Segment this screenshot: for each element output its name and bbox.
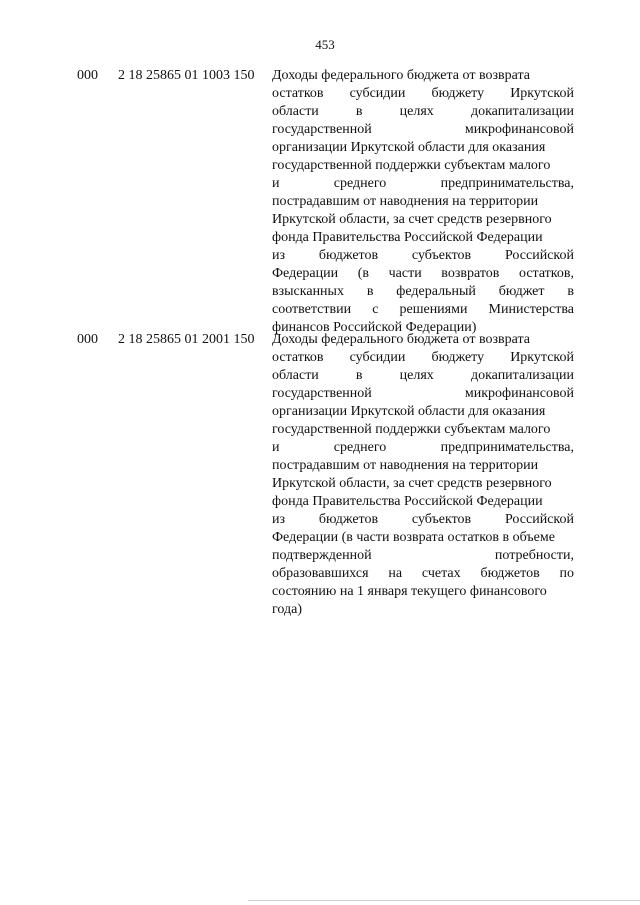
description-line: Иркутской области, за счет средств резервного bbox=[272, 476, 552, 491]
description-line: из бюджетов субъектов Российской bbox=[272, 512, 574, 527]
description-line: пострадавшим от наводнения на территории bbox=[272, 194, 539, 209]
description-line: и среднего предпринимательства, bbox=[272, 176, 574, 191]
page-edge-divider bbox=[248, 900, 640, 901]
description-line: состоянию на 1 января текущего финансового bbox=[272, 584, 547, 599]
admin-code: 000 bbox=[77, 68, 98, 83]
description-line: пострадавшим от наводнения на территории bbox=[272, 458, 539, 473]
description-line: государственной микрофинансовой bbox=[272, 122, 574, 137]
description-line: государственной микрофинансовой bbox=[272, 386, 574, 401]
description-line: из бюджетов субъектов Российской bbox=[272, 248, 574, 263]
admin-code: 000 bbox=[77, 332, 98, 347]
description-line: Иркутской области, за счет средств резервного bbox=[272, 212, 552, 227]
description-line: организации Иркутской области для оказания bbox=[272, 404, 546, 419]
description-line: взысканных в федеральный бюджет в bbox=[272, 284, 574, 299]
description-line: государственной поддержки субъектам малого bbox=[272, 422, 551, 437]
description-line: остатков субсидии бюджету Иркутской bbox=[272, 86, 574, 101]
income-description bbox=[272, 67, 574, 337]
description-line: соответствии с решениями Министерства bbox=[272, 302, 574, 317]
description-line: фонда Правительства Российской Федерации bbox=[272, 494, 543, 509]
income-description bbox=[272, 331, 574, 619]
description-line: финансов Российской Федерации) bbox=[272, 320, 477, 335]
description-line: Федерации (в части возврата остатков в объеме bbox=[272, 530, 555, 545]
description-line: организации Иркутской области для оказания bbox=[272, 140, 546, 155]
description-line: года) bbox=[272, 602, 302, 617]
description-line: остатков субсидии бюджету Иркутской bbox=[272, 350, 574, 365]
description-line: фонда Правительства Российской Федерации bbox=[272, 230, 543, 245]
description-line: государственной поддержки субъектам малого bbox=[272, 158, 551, 173]
description-line: Федерации (в части возвратов остатков, bbox=[272, 266, 574, 281]
description-line: области в целях докапитализации bbox=[272, 368, 574, 383]
budget-classification-code: 2 18 25865 01 2001 150 bbox=[118, 332, 255, 347]
description-line: Доходы федерального бюджета от возврата bbox=[272, 68, 530, 83]
description-line: подтвержденной потребности, bbox=[272, 548, 574, 563]
budget-classification-code: 2 18 25865 01 1003 150 bbox=[118, 68, 255, 83]
description-line: Доходы федерального бюджета от возврата bbox=[272, 332, 530, 347]
description-line: и среднего предпринимательства, bbox=[272, 440, 574, 455]
description-line: области в целях докапитализации bbox=[272, 104, 574, 119]
description-line: образовавшихся на счетах бюджетов по bbox=[272, 566, 574, 581]
page-number: 453 bbox=[315, 37, 335, 52]
